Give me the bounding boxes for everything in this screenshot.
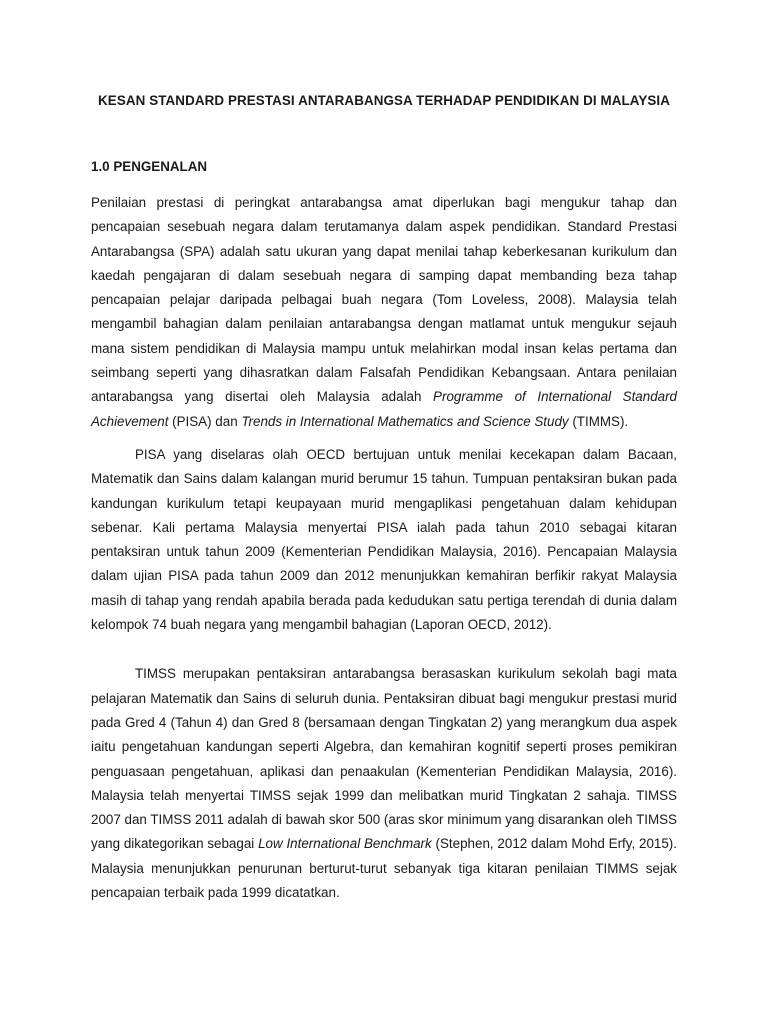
italic-term-pisa: Programme of International Standard Achievement <box>91 389 677 429</box>
paragraph-text: (Stephen, 2012 dalam Mohd Erfy, 2015). Malaysia menunjukkan penurunan berturut-turut sebanyak tiga kitaran penilaian TIMMS sejak pencapaian terbaik pada 1999 dicatatkan. <box>91 836 677 901</box>
italic-term-benchmark: Low International Benchmark <box>258 836 432 852</box>
paragraph-text: TIMSS merupakan pentaksiran antarabangsa berasaskan kurikulum sekolah bagi mata pelajaran Matematik dan Sains di seluruh dunia. Pentaksiran dibuat bagi mengukur prestasi murid pada Gred 4 (Tahun 4) dan Gred 8 (bersamaan dengan Tingkatan 2) yang merangkum dua aspek iaitu pengetahuan kandungan seperti Algebra, dan kemahiran kognitif seperti proses pemikiran penguasaan pengetahuan, aplikasi dan penaakulan (Kementerian Pendidikan Malaysia, 2016). Malaysia telah menyertai TIMSS sejak 1999 dan melibatkan murid Tingkatan 2 sahaja. TIMSS 2007 dan TIMSS 2011 adalah di bawah skor 500 (aras skor minimum yang disarankan oleh TIMSS yang dikategorikan sebagai <box>91 666 677 852</box>
italic-term-timms: Trends in International Mathematics and Science Study <box>241 413 569 429</box>
document-title: KESAN STANDARD PRESTASI ANTARABANGSA TERHADAP PENDIDIKAN DI MALAYSIA <box>98 93 670 108</box>
paragraph-text: Penilaian prestasi di peringkat antarabangsa amat diperlukan bagi mengukur tahap dan pencapaian sesebuah negara dalam terutamanya dalam aspek pendidikan. Standard Prestasi Antarabangsa (SPA) adalah satu ukuran yang dapat menilai tahap keberkesanan kurikulum dan kaedah pengajaran di dalam sesebuah negara di samping dapat membanding beza tahap pencapaian pelajar daripada pelbagai buah negara (Tom Loveless, 2008). Malaysia telah mengambil bahagian dalam penilaian antarabangsa dengan matlamat untuk mengukur sejauh mana sistem pendidikan di Malaysia mampu untuk melahirkan modal insan kelas pertama dan seimbang seperti yang dihasratkan dalam Falsafah Pendidikan Kebangsaan. Antara penilaian antarabangsa yang disertai oleh Malaysia adalah <box>91 195 677 405</box>
paragraph-text: (TIMMS). <box>568 413 629 429</box>
section-heading: 1.0 PENGENALAN <box>91 159 208 174</box>
paragraph-introduction <box>91 191 677 434</box>
paragraph-timss <box>91 662 677 905</box>
paragraph-pisa: PISA yang diselaras olah OECD bertujuan untuk menilai kecekapan dalam Bacaan, Matematik dan Sains dalam kalangan murid berumur 15 tahun. Tumpuan pentaksiran bukan pada kandungan kurikulum tetapi keupayaan murid mengaplikasi pengetahuan dalam kehidupan sebenar. Kali pertama Malaysia menyertai PISA ialah pada tahun 2010 sebagai kitaran pentaksiran untuk tahun 2009 (Kementerian Pendidikan Malaysia, 2016). Pencapaian Malaysia dalam ujian PISA pada tahun 2009 dan 2012 menunjukkan kemahiran berfikir rakyat Malaysia masih di tahap yang rendah apabila berada pada kedudukan satu pertiga terendah di dunia dalam kelompok 74 buah negara yang mengambil bahagian (Laporan OECD, 2012). <box>91 446 677 633</box>
paragraph-text: (PISA) dan <box>168 413 242 429</box>
